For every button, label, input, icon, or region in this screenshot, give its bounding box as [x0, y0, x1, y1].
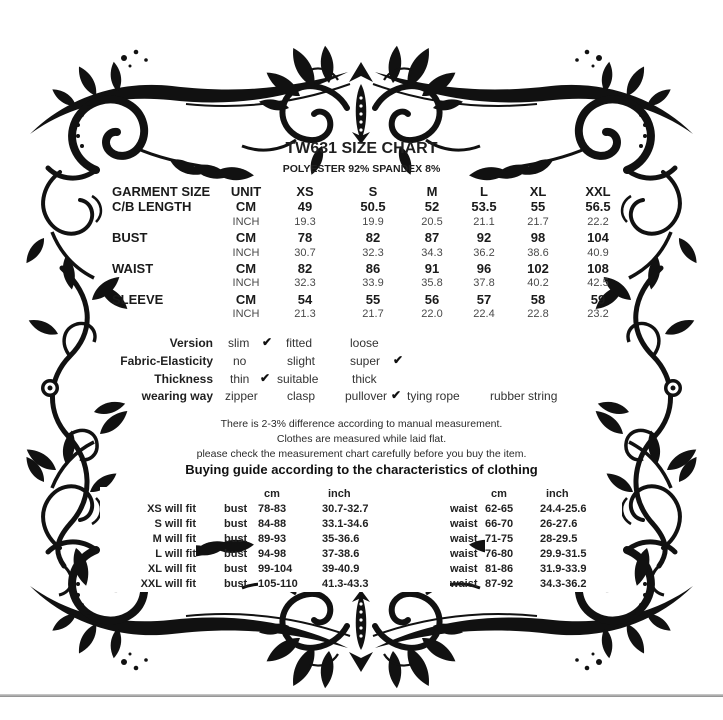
attribute-row-thickness [0, 372, 723, 389]
spacer [450, 487, 485, 502]
cell: 105-110 [258, 577, 322, 592]
body-part: waist [450, 533, 478, 545]
attribute-row-wearing-way [0, 389, 723, 406]
size-label: L will fit [100, 547, 196, 562]
cell: 35-36.6 [322, 532, 450, 547]
cell: 28-29.5 [540, 532, 622, 547]
row-label: SLEEVE [112, 291, 164, 307]
cell: 54 [297, 291, 313, 307]
size-table [112, 184, 630, 323]
attribute-option: thick [352, 372, 377, 386]
cell: 40.9 [587, 246, 609, 259]
cell: 26-27.6 [540, 517, 622, 532]
cell: 33.9 [362, 277, 384, 290]
cell: 99-104 [258, 562, 322, 577]
body-part: bust [224, 563, 248, 575]
cell: 30.7-32.7 [322, 502, 450, 517]
cell: 19.9 [362, 215, 384, 228]
unit-cell: INCH [232, 246, 260, 259]
cell: 71-75 [485, 532, 540, 547]
cell: 62-65 [485, 502, 540, 517]
table-row [112, 230, 630, 245]
spacer [196, 487, 258, 502]
cell: 38.6 [527, 246, 549, 259]
body-part: waist [450, 518, 478, 530]
cell: 91 [424, 260, 440, 276]
table-row [100, 532, 622, 547]
table-row [100, 517, 622, 532]
attribute-label: Thickness [154, 372, 213, 386]
checkmark-icon: ✔ [393, 353, 404, 367]
table-row [112, 261, 630, 276]
cell: 86 [365, 260, 381, 276]
cell: 66-70 [485, 517, 540, 532]
body-part: waist [450, 563, 478, 575]
cell: 87-92 [485, 577, 540, 592]
cell: 32.3 [294, 277, 316, 290]
size-label: XXL will fit [100, 577, 196, 592]
column-header: XS [296, 184, 314, 199]
attribute-option: rubber string [490, 389, 558, 403]
table-row [112, 215, 630, 230]
table-row [112, 276, 630, 291]
cell: 22.2 [587, 215, 609, 228]
cell: 82 [297, 260, 313, 276]
table-row [100, 577, 622, 592]
unit-cell: CM [235, 230, 257, 246]
column-header: XL [529, 184, 547, 199]
attribute-option: slight [287, 354, 316, 368]
table-row [100, 547, 622, 562]
column-header: XXL [585, 184, 611, 199]
fabric-composition: POLYESTER 92% SPANDEX 8% [282, 163, 441, 175]
attribute-option: pullover [345, 389, 388, 403]
cell: 29.9-31.5 [540, 547, 622, 562]
cell: 89-93 [258, 532, 322, 547]
attribute-option: no [233, 354, 247, 368]
cell: 92 [476, 230, 492, 246]
cell: 32.3 [362, 246, 384, 259]
checkmark-icon: ✔ [260, 371, 271, 385]
column-header: S [368, 184, 378, 199]
body-part: waist [450, 578, 478, 590]
cell: 21.7 [362, 308, 384, 321]
buying-guide-table [100, 487, 622, 592]
cell: 76-80 [485, 547, 540, 562]
row-label: C/B LENGTH [112, 199, 192, 215]
column-header: inch [546, 488, 569, 500]
buying-guide-heading: Buying guide according to the characteristics of clothing [185, 462, 538, 477]
attribute-row-version [0, 336, 723, 353]
column-header: GARMENT SIZE [112, 184, 211, 199]
page-title: TW631 SIZE CHART [285, 140, 438, 157]
cell: 37-38.6 [322, 547, 450, 562]
cell: 59 [590, 291, 606, 307]
unit-cell: INCH [232, 215, 260, 228]
cell: 102 [527, 260, 549, 276]
cell: 81-86 [485, 562, 540, 577]
size-table-header-row [112, 184, 630, 199]
cell: 104 [587, 230, 609, 246]
cell: 96 [476, 260, 492, 276]
cell: 34.3 [421, 246, 443, 259]
table-row [112, 292, 630, 307]
cell: 41.3-43.3 [322, 577, 450, 592]
body-part: bust [224, 533, 248, 545]
cell: 84-88 [258, 517, 322, 532]
attribute-label: Fabric-Elasticity [120, 354, 213, 368]
cell: 55 [365, 291, 381, 307]
body-part: bust [224, 578, 248, 590]
cell: 21.7 [527, 215, 549, 228]
column-header: L [480, 184, 488, 199]
cell: 55 [530, 199, 546, 215]
unit-cell: CM [235, 260, 257, 276]
size-label: S will fit [100, 517, 196, 532]
attribute-row-elasticity [0, 354, 723, 371]
buying-guide-header-row [100, 487, 622, 502]
body-part: bust [224, 503, 248, 515]
cell: 37.8 [473, 277, 495, 290]
cell: 22.0 [421, 308, 443, 321]
row-label: WAIST [112, 260, 154, 276]
size-label: M will fit [100, 532, 196, 547]
bottom-divider-line [0, 694, 723, 697]
cell: 21.1 [473, 215, 495, 228]
cell: 82 [365, 230, 381, 246]
cell: 78 [297, 230, 313, 246]
column-header: M [426, 184, 438, 199]
cell: 36.2 [473, 246, 495, 259]
table-row [112, 246, 630, 261]
cell: 31.9-33.9 [540, 562, 622, 577]
attribute-option: tying rope [407, 389, 460, 403]
cell: 56 [424, 291, 440, 307]
attribute-option: fitted [286, 336, 313, 350]
cell: 49 [297, 199, 313, 215]
body-part: waist [450, 503, 478, 515]
attribute-option: suitable [277, 372, 319, 386]
table-row [112, 199, 630, 214]
attribute-option: super [350, 354, 381, 368]
cell: 78-83 [258, 502, 322, 517]
size-label: XL will fit [100, 562, 196, 577]
attribute-label: wearing way [141, 389, 213, 403]
cell: 53.5 [471, 199, 497, 215]
unit-cell: CM [235, 199, 257, 215]
cell: 19.3 [294, 215, 316, 228]
attribute-option: thin [230, 372, 250, 386]
cell: 22.4 [473, 308, 495, 321]
cell: 87 [424, 230, 440, 246]
note-line: There is 2-3% difference according to manual measurement. [220, 418, 503, 430]
cell: 30.7 [294, 246, 316, 259]
cell: 24.4-25.6 [540, 502, 622, 517]
note-line: please check the measurement chart carefully before you buy the item. [196, 448, 527, 460]
row-label: BUST [112, 230, 148, 246]
attribute-label: Version [169, 336, 213, 350]
column-header: cm [264, 488, 280, 500]
attribute-option: clasp [287, 389, 316, 403]
cell: 94-98 [258, 547, 322, 562]
cell: 35.8 [421, 277, 443, 290]
cell: 23.2 [587, 308, 609, 321]
cell: 50.5 [360, 199, 386, 215]
cell: 42.5 [587, 277, 609, 290]
cell: 39-40.9 [322, 562, 450, 577]
spacer [100, 487, 196, 502]
column-header: UNIT [230, 184, 262, 199]
table-row [100, 502, 622, 517]
unit-cell: INCH [232, 308, 260, 321]
checkmark-icon: ✔ [262, 335, 273, 349]
attribute-option: zipper [225, 389, 258, 403]
body-part: bust [224, 548, 248, 560]
cell: 57 [476, 291, 492, 307]
cell: 108 [587, 260, 609, 276]
note-line: Clothes are measured while laid flat. [276, 433, 447, 445]
checkmark-icon: ✔ [391, 388, 402, 402]
cell: 22.8 [527, 308, 549, 321]
column-header: cm [491, 488, 507, 500]
cell: 21.3 [294, 308, 316, 321]
cell: 58 [530, 291, 546, 307]
cell: 56.5 [585, 199, 611, 215]
attribute-option: slim [228, 336, 250, 350]
cell: 98 [530, 230, 546, 246]
table-row [112, 307, 630, 322]
cell: 33.1-34.6 [322, 517, 450, 532]
cell: 40.2 [527, 277, 549, 290]
unit-cell: CM [235, 291, 257, 307]
cell: 20.5 [421, 215, 443, 228]
cell: 34.3-36.2 [540, 577, 622, 592]
column-header: inch [328, 488, 351, 500]
cell: 52 [424, 199, 440, 215]
attribute-option: loose [350, 336, 379, 350]
table-row [100, 562, 622, 577]
unit-cell: INCH [232, 277, 260, 290]
body-part: bust [224, 518, 248, 530]
size-label: XS will fit [100, 502, 196, 517]
body-part: waist [450, 548, 478, 560]
